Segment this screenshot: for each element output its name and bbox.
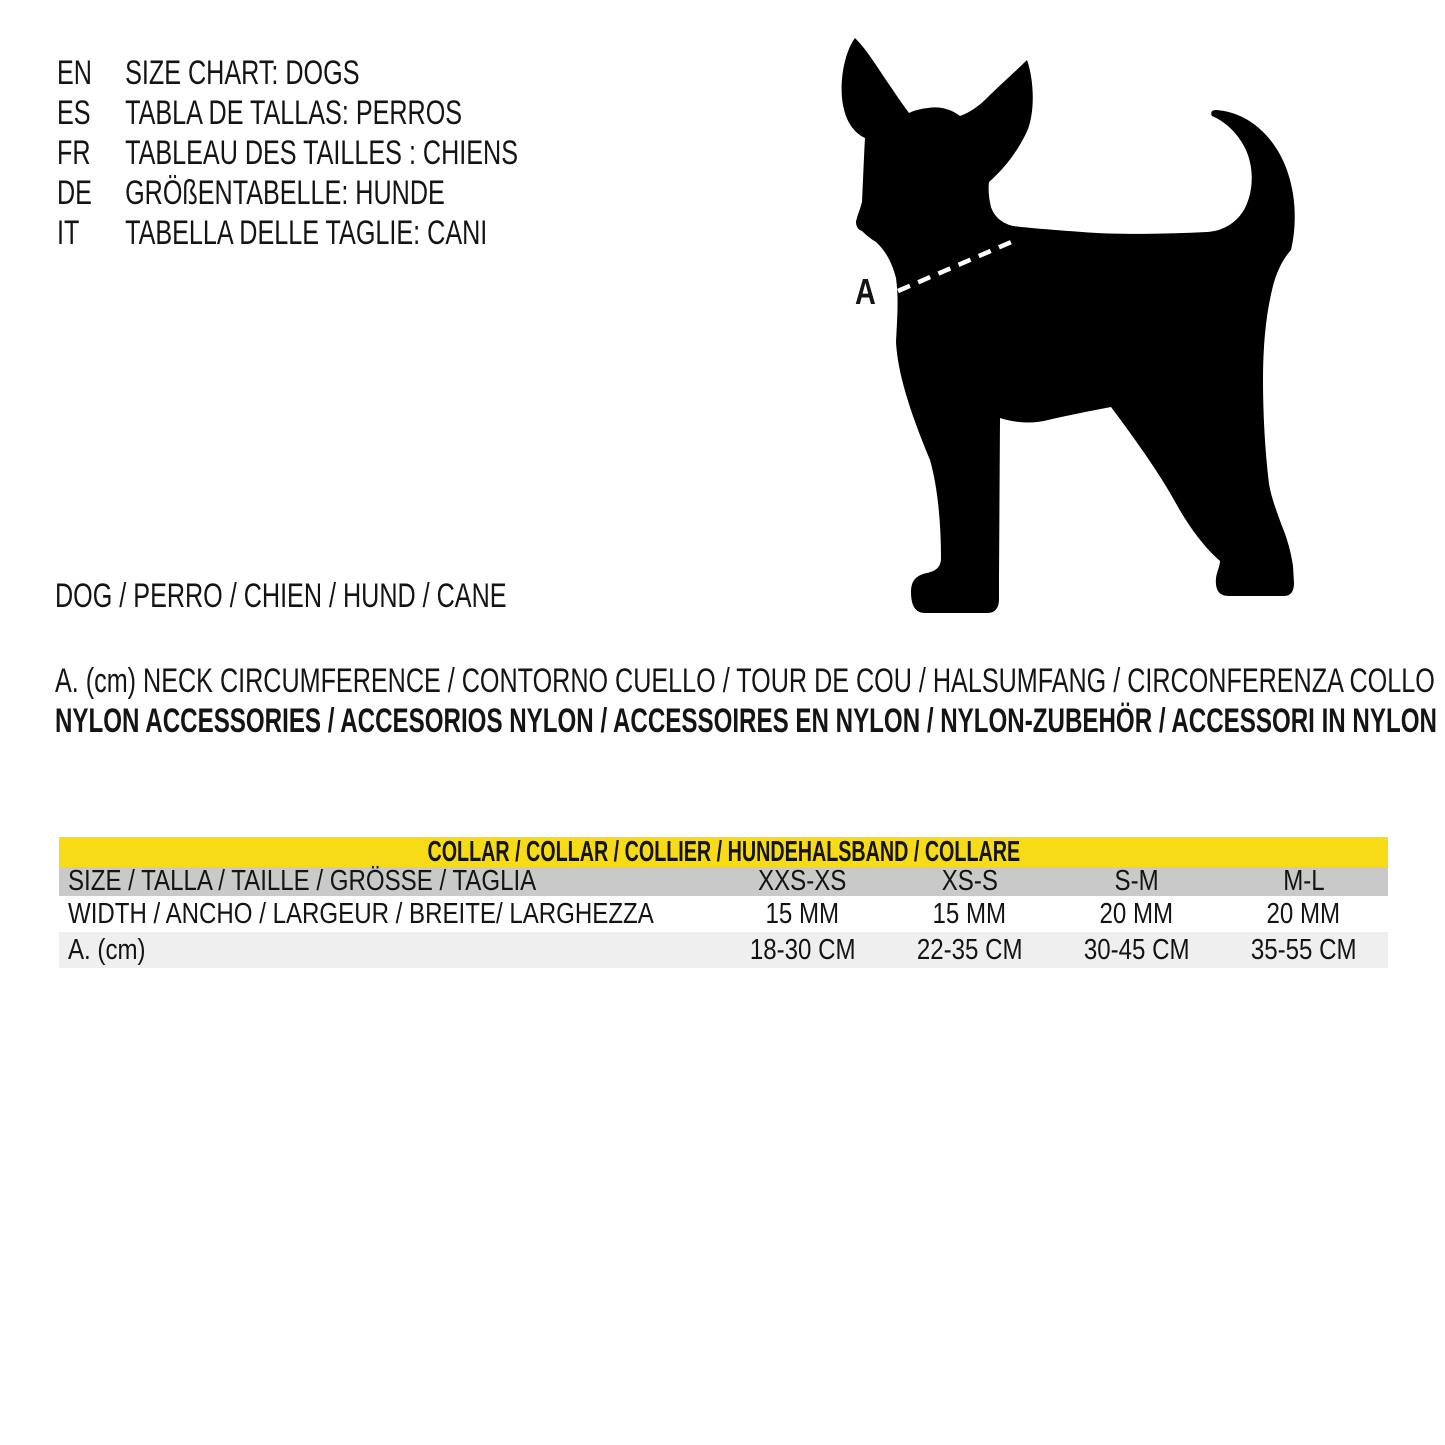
table-cell: 22-35 CM	[916, 933, 1023, 966]
table-header-collar	[59, 837, 1388, 867]
table-cell: 30-45 CM	[1083, 933, 1190, 966]
row-label-cell: SIZE / TALLA / TAILLE / GRÖSSE / TAGLIA	[68, 865, 537, 897]
language-title: TABELLA DELLE TAGLIE: CANI	[125, 214, 488, 252]
table-row-size	[59, 867, 1388, 896]
language-row	[57, 173, 518, 213]
table-cell: 15 MM	[765, 897, 840, 930]
language-title: TABLA DE TALLAS: PERROS	[125, 94, 463, 132]
language-code: IT	[57, 214, 80, 252]
language-title-list	[57, 53, 680, 253]
table-cell: XXS-XS	[758, 865, 847, 897]
language-code: FR	[57, 134, 91, 172]
table-row-neck-circumference	[59, 932, 1388, 968]
table-cell: XS-S	[941, 865, 998, 897]
measure-point-a-label: A	[855, 271, 876, 312]
table-cell: 20 MM	[1266, 897, 1341, 930]
table-cell: 20 MM	[1099, 897, 1174, 930]
table-cell: M-L	[1282, 865, 1325, 897]
language-row	[57, 53, 518, 93]
dog-measurement-diagram	[820, 20, 1440, 640]
table-cell: 15 MM	[932, 897, 1007, 930]
language-code: EN	[57, 54, 92, 92]
language-code: ES	[57, 94, 91, 132]
language-row	[57, 133, 518, 173]
collar-size-table	[59, 837, 1388, 968]
row-label-cell: WIDTH / ANCHO / LARGEUR / BREITE/ LARGHEZZA	[68, 897, 654, 930]
table-cell: 35-55 CM	[1250, 933, 1357, 966]
table-cell: S-M	[1114, 865, 1159, 897]
language-title: GRÖßENTABELLE: HUNDE	[125, 174, 445, 212]
table-header-text: COLLAR / COLLAR / COLLIER / HUNDEHALSBAND / COLLARE	[427, 835, 1020, 868]
row-label-cell: A. (cm)	[68, 933, 146, 966]
chihuahua-dog-silhouette	[842, 38, 1295, 613]
material-note: NYLON ACCESSORIES / ACCESORIOS NYLON / ACCESSOIRES EN NYLON / NYLON-ZUBEHÖR / ACCESSORI IN NYLON	[55, 702, 1437, 740]
neck-measurement-note: A. (cm) NECK CIRCUMFERENCE / CONTORNO CUELLO / TOUR DE COU / HALSUMFANG / CIRCONFERENZA COLLO	[55, 662, 1435, 700]
dog-silhouette-graphic	[820, 20, 1440, 640]
language-title: SIZE CHART: DOGS	[125, 54, 360, 92]
table-cell: 18-30 CM	[749, 933, 856, 966]
table-row-width	[59, 896, 1388, 932]
language-title: TABLEAU DES TAILLES : CHIENS	[125, 134, 518, 172]
language-code: DE	[57, 174, 92, 212]
animal-name-caption: DOG / PERRO / CHIEN / HUND / CANE	[55, 577, 507, 615]
language-row	[57, 213, 518, 253]
language-row	[57, 93, 518, 133]
